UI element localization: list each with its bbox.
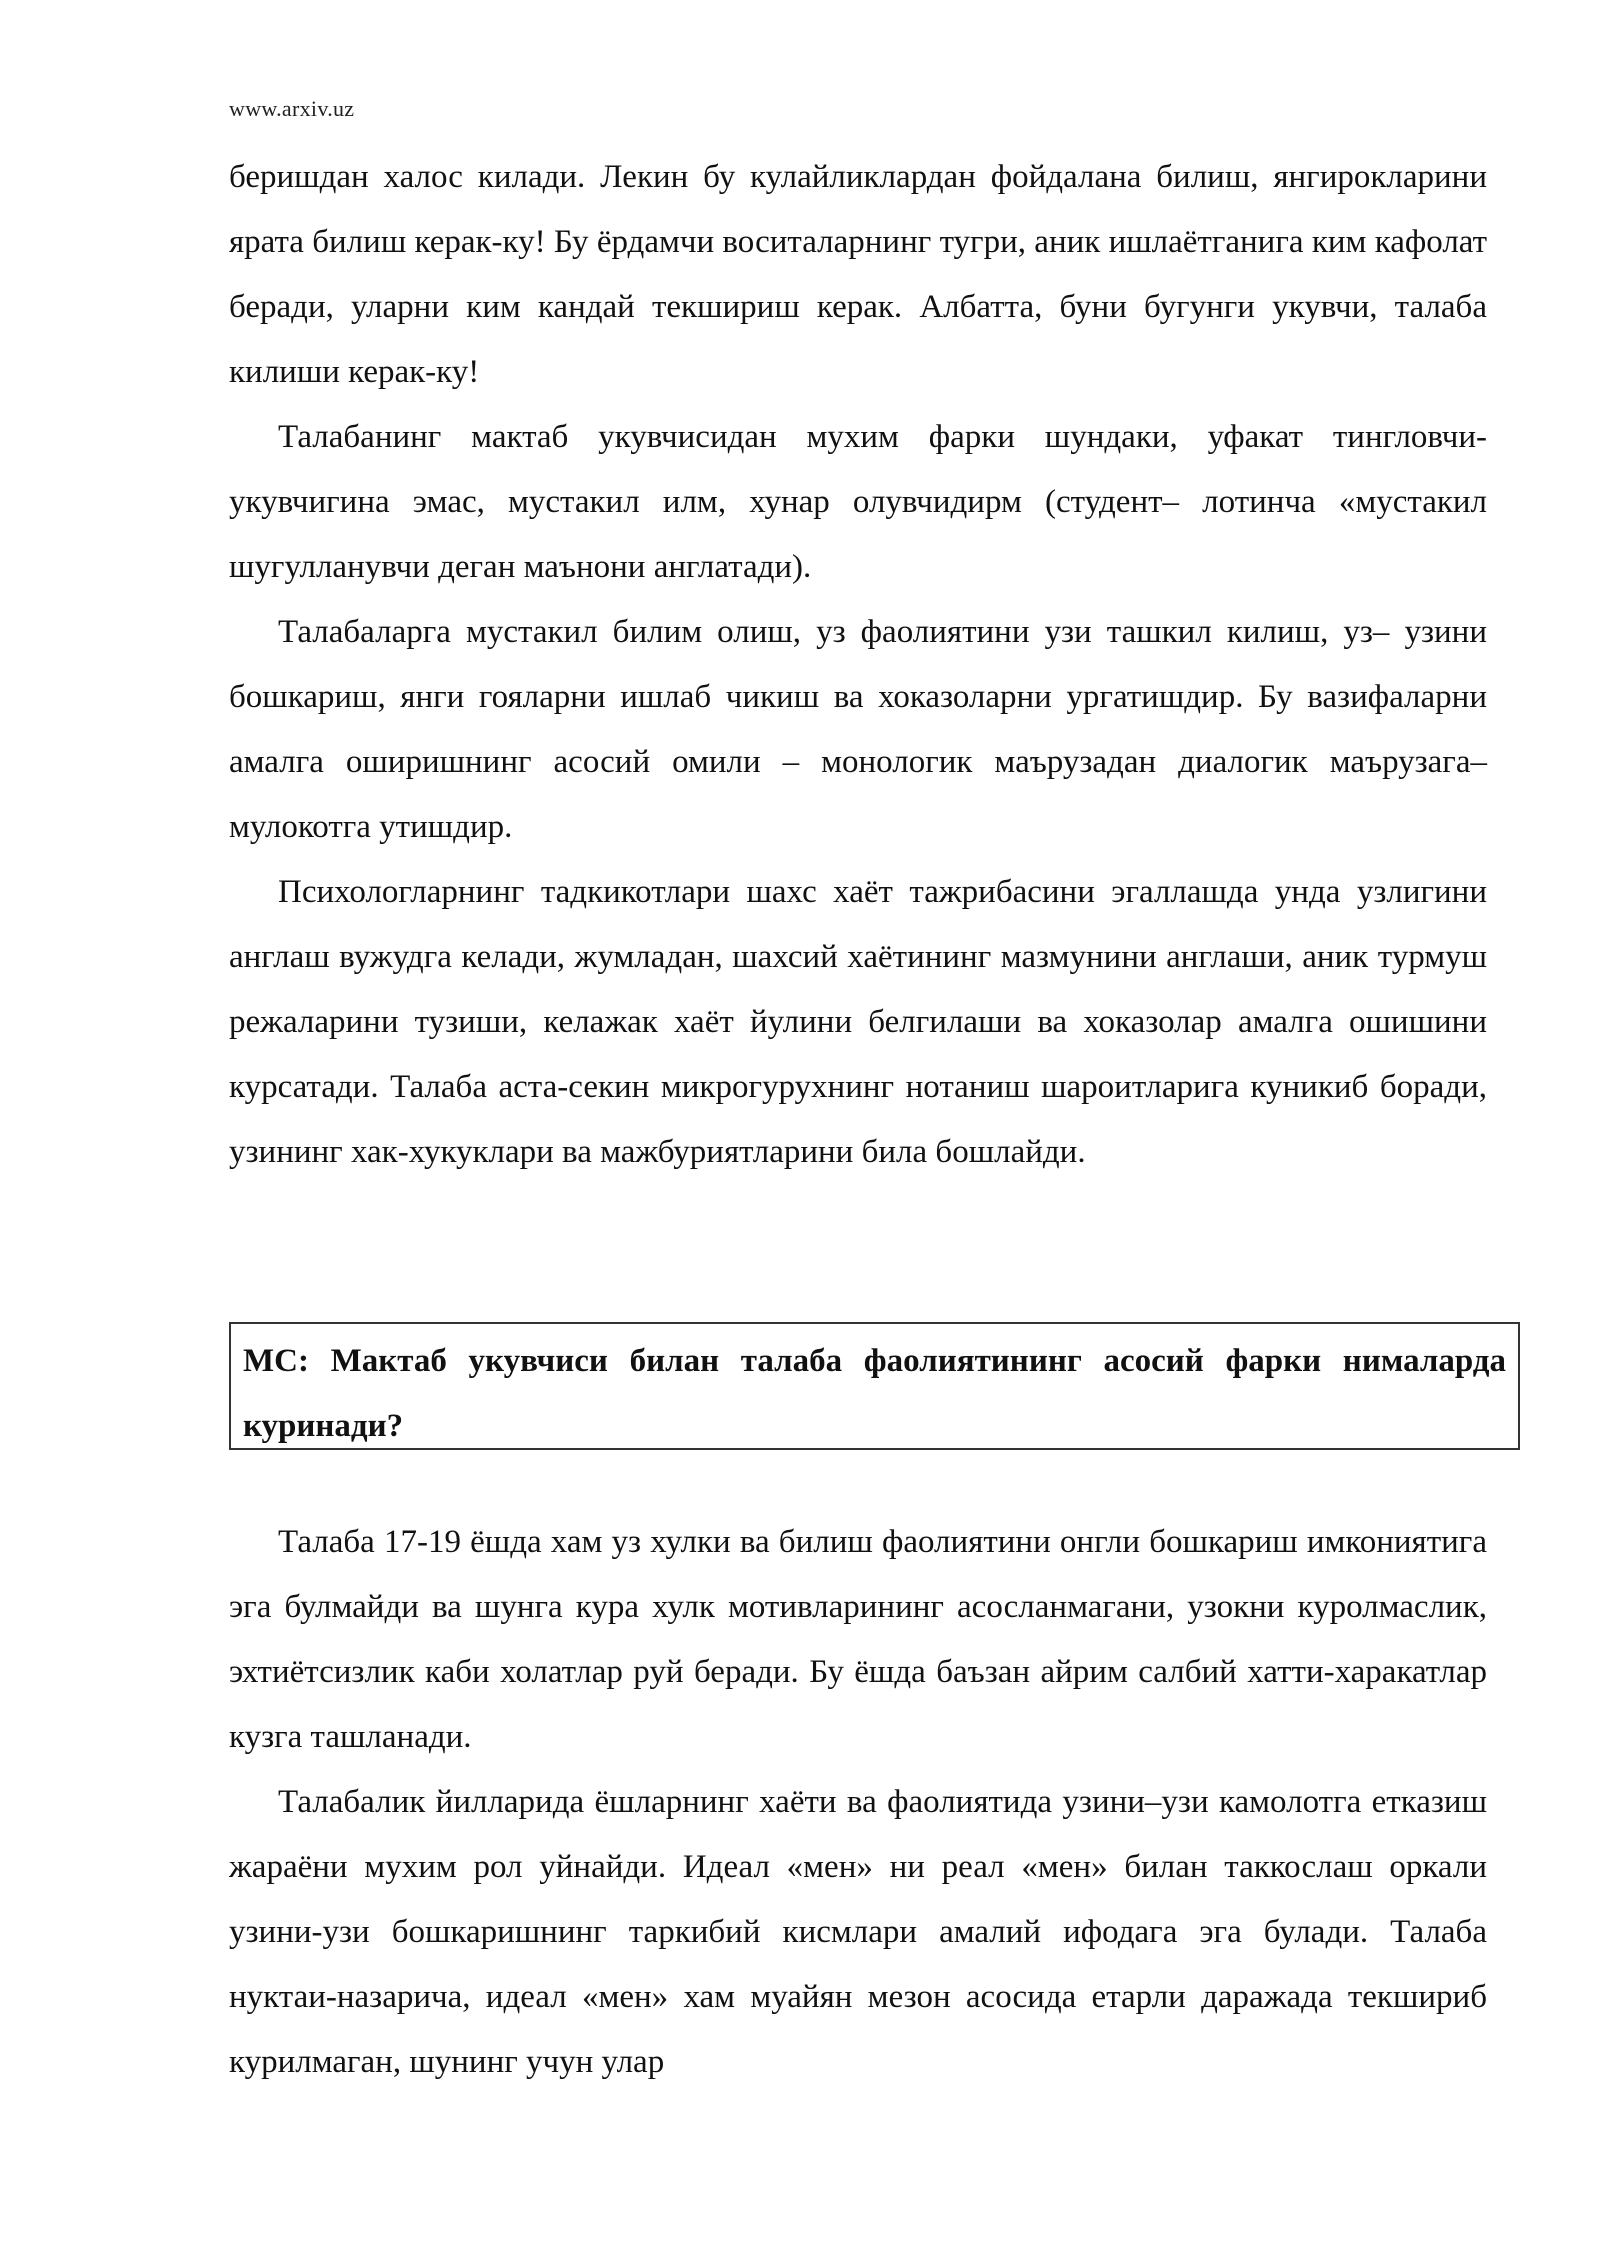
paragraph-independent-learning: Талабаларга мустакил билим олиш, уз фаолиятини узи ташкил килиш, уз– узини бошкариш, янги гояларни ишлаб чикиш ва хоказоларни ургатишдир. Бу вазифаларни амалга оширишнинг асосий омили – монологик маърузадан диалогик маърузага–мулокотга утишдир. — [229, 614, 1487, 845]
paragraph-self-development: Талабалик йилларида ёшларнинг хаёти ва фаолиятида узини–узи камолотга етказиш жараёни мухим рол уйнайди. Идеал «мен» ни реал «мен» билан таккослаш оркали узини-узи бошкаришнинг таркибий кисмлари амалий ифодага эга булади. Талаба нуктаи-назарича, идеал «мен» хам муайян мезон асосида етарли даражада текшириб курилмаган, шунинг учун улар — [229, 1784, 1487, 2080]
source-url: www.arxiv.uz — [229, 96, 355, 121]
text-section-bottom — [229, 1510, 1487, 2095]
question-box — [229, 1322, 1520, 1450]
paragraph-psychologists-research: Психологларнинг тадкикотлари шахс хаёт тажрибасини эгаллашда унда узлигини англаш вужудга келади, жумладан, шахсий хаётининг мазмунини англаши, аник турмуш режаларини тузиши, келажак хаёт йулини белгилаши ва хоказолар амалга ошишини курсатади. Талаба аста-секин микрогурухнинг нотаниш шароитларига куникиб боради, узининг хак-хукуклари ва мажбуриятларини била бошлайди. — [229, 874, 1487, 1170]
paragraph-student-age: Талаба 17-19 ёшда хам уз хулки ва билиш фаолиятини онгли бошкариш имкониятига эга булмайди ва шунга кура хулк мотивларининг асосланмагани, узокни куролмаслик, эхтиётсизлик каби холатлар руй беради. Бу ёшда баъзан айрим салбий хатти-харакатлар кузга ташланади. — [229, 1524, 1487, 1755]
question-text: МС: Мактаб укувчиси билан талаба фаолиятининг асосий фарки нималарда куринади? — [243, 1343, 1506, 1444]
paragraph-student-difference: Талабанинг мактаб укувчисидан мухим фарки шундаки, уфакат тингловчи-укувчигина эмас, мустакил илм, хунар олувчидирм (студент– лотинча «мустакил шугулланувчи деган маънони англатади). — [229, 419, 1487, 585]
text-section-top — [229, 145, 1487, 1185]
paragraph-continuation: беришдан халос килади. Лекин бу кулайликлардан фойдалана билиш, янгирокларини ярата билиш керак-ку! Бу ёрдамчи воситаларнинг тугри, аник ишлаётганига ким кафолат беради, уларни ким кандай текшириш керак. Албатта, буни бугунги укувчи, талаба килиши керак-ку! — [229, 159, 1487, 390]
